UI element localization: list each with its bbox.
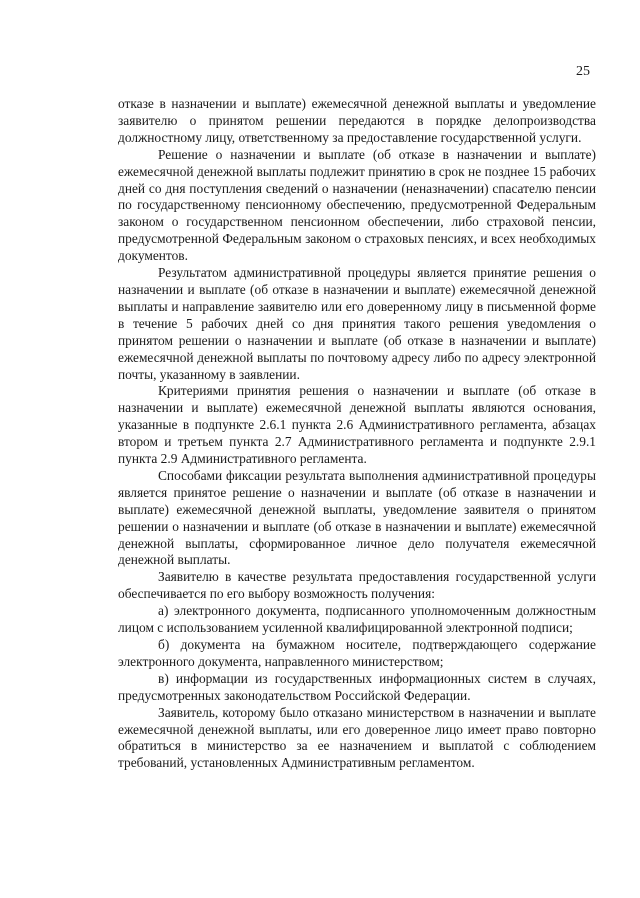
list-item-c: в) информации из государственных информационных систем в случаях, предусмотренных законодательством Российской Федерации. [118, 670, 596, 703]
paragraph-continuation: отказе в назначении и выплате) ежемесячной денежной выплаты и уведомление заявителю о принятом решении передаются в порядке делопроизводства должностному лицу, ответственному за предоставление государственной услуги. [118, 96, 596, 145]
page-number: 25 [576, 64, 590, 79]
paragraph-fixation-methods: Способами фиксации результата выполнения административной процедуры является принятое решение о назначении и выплате (об отказе в назначении и выплате) ежемесячной денежной выплаты, уведомление заявителя о принятом решении о назначении и выплате (об отказе в назначении и выплате) ежемесячной денежной выплаты, сформированное личное дело получателя ежемесячной денежной выплаты. [118, 467, 596, 568]
list-item-a: а) электронного документа, подписанного уполномоченным должностным лицом с использованием усиленной квалифицированной электронной подписи; [118, 603, 596, 636]
paragraph-procedure-result: Результатом административной процедуры является принятие решения о назначении и выплате (об отказе в назначении и выплате) ежемесячной денежной выплаты и направление заявителю или его доверенному лицу в письменной форме в течение 5 рабочих дней со дня принятия такого решения уведомления о принятом решении о назначении и выплате (об отказе в назначении и выплате) ежемесячной денежной выплаты по почтовому адресу либо по адресу электронной почты, указанному в заявлении. [118, 265, 596, 382]
paragraph-applicant-options: Заявителю в качестве результата предоставления государственной услуги обеспечивается по его выбору возможность получения: [118, 569, 596, 602]
paragraph-repeat-application: Заявитель, которому было отказано министерством в назначении и выплате ежемесячной денежной выплаты, или его доверенное лицо имеет право повторно обратиться в министерство за ее назначением и выплатой с соблюдением требований, установленных Административным регламентом. [118, 704, 596, 771]
list-item-b: б) документа на бумажном носителе, подтверждающего содержание электронного документа, направленного министерством; [118, 637, 596, 669]
paragraph-decision-deadline: Решение о назначении и выплате (об отказе в назначении и выплате) ежемесячной денежной выплаты подлежит принятию в срок не позднее 15 рабочих дней со дня поступления сведений о назначении (неназначении) спасателю пенсии по государственному пенсионному обеспечению, предусмотренной Федеральным законом о государственном пенсионном обеспечении, либо страховой пенсии, предусмотренной Федеральным законом о страховых пенсиях, и всех необходимых документов. [118, 146, 596, 264]
body-text [118, 96, 596, 772]
paragraph-decision-criteria: Критериями принятия решения о назначении и выплате (об отказе в назначении и выплате) ежемесячной денежной выплаты являются основания, указанные в подпункте 2.6.1 пункта 2.6 Административного регламента, абзацах втором и третьем пункта 2.7 Административного регламента и подпункте 2.9.1 пункта 2.9 Административного регламента. [118, 383, 596, 467]
